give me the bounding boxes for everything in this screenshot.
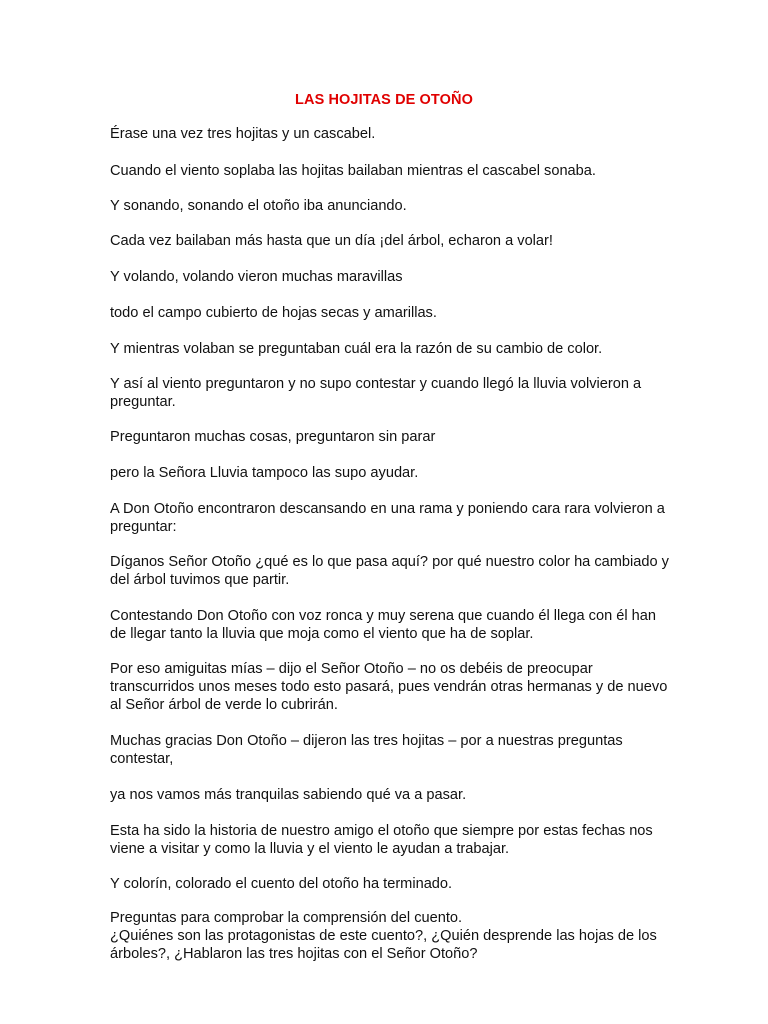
paragraph: Esta ha sido la historia de nuestro amigo el otoño que siempre por estas fechas nos viene a visitar y como la lluvia y el viento le ayudan a trabajar. [110, 823, 653, 857]
paragraph: Cada vez bailaban más hasta que un día ¡del árbol, echaron a volar! [110, 233, 553, 249]
paragraph: Y sonando, sonando el otoño iba anunciando. [110, 198, 407, 214]
paragraph: Cuando el viento soplaba las hojitas bailaban mientras el cascabel sonaba. [110, 163, 596, 179]
questions-heading: Preguntas para comprobar la comprensión del cuento. [110, 910, 463, 926]
paragraph: Y colorín, colorado el cuento del otoño ha terminado. [110, 876, 453, 892]
paragraph: Díganos Señor Otoño ¿qué es lo que pasa aquí? por qué nuestro color ha cambiado y del árbol tuvimos que partir. [110, 554, 669, 588]
paragraph: Por eso amiguitas mías – dijo el Señor Otoño – no os debéis de preocupar transcurridos unos meses todo esto pasará, pues vendrán otras hermanas y de nuevo al Señor árbol de verde lo cubrirán. [110, 661, 668, 713]
paragraph: Y así al viento preguntaron y no supo contestar y cuando llegó la lluvia volvieron a preguntar. [110, 376, 642, 410]
paragraph: Y volando, volando vieron muchas maravillas [110, 269, 403, 285]
paragraph: Y mientras volaban se preguntaban cuál era la razón de su cambio de color. [110, 341, 603, 357]
paragraph: ya nos vamos más tranquilas sabiendo qué va a pasar. [110, 787, 467, 803]
paragraph: Contestando Don Otoño con voz ronca y muy serena que cuando él llega con él han de llegar tanto la lluvia que moja como el viento que ha de soplar. [110, 608, 656, 642]
paragraph: Érase una vez tres hojitas y un cascabel. [110, 126, 376, 142]
questions-text: ¿Quiénes son las protagonistas de este cuento?, ¿Quién desprende las hojas de los árboles?, ¿Hablaron las tres hojitas con el Señor Otoño? [110, 928, 657, 962]
document-title: LAS HOJITAS DE OTOÑO [295, 92, 473, 108]
paragraph: pero la Señora Lluvia tampoco las supo ayudar. [110, 465, 419, 481]
paragraph: A Don Otoño encontraron descansando en una rama y poniendo cara rara volvieron a preguntar: [110, 501, 665, 535]
paragraph: Preguntaron muchas cosas, preguntaron sin parar [110, 429, 436, 445]
paragraph: todo el campo cubierto de hojas secas y amarillas. [110, 305, 437, 321]
paragraph: Muchas gracias Don Otoño – dijeron las tres hojitas – por a nuestras preguntas contestar, [110, 733, 623, 767]
